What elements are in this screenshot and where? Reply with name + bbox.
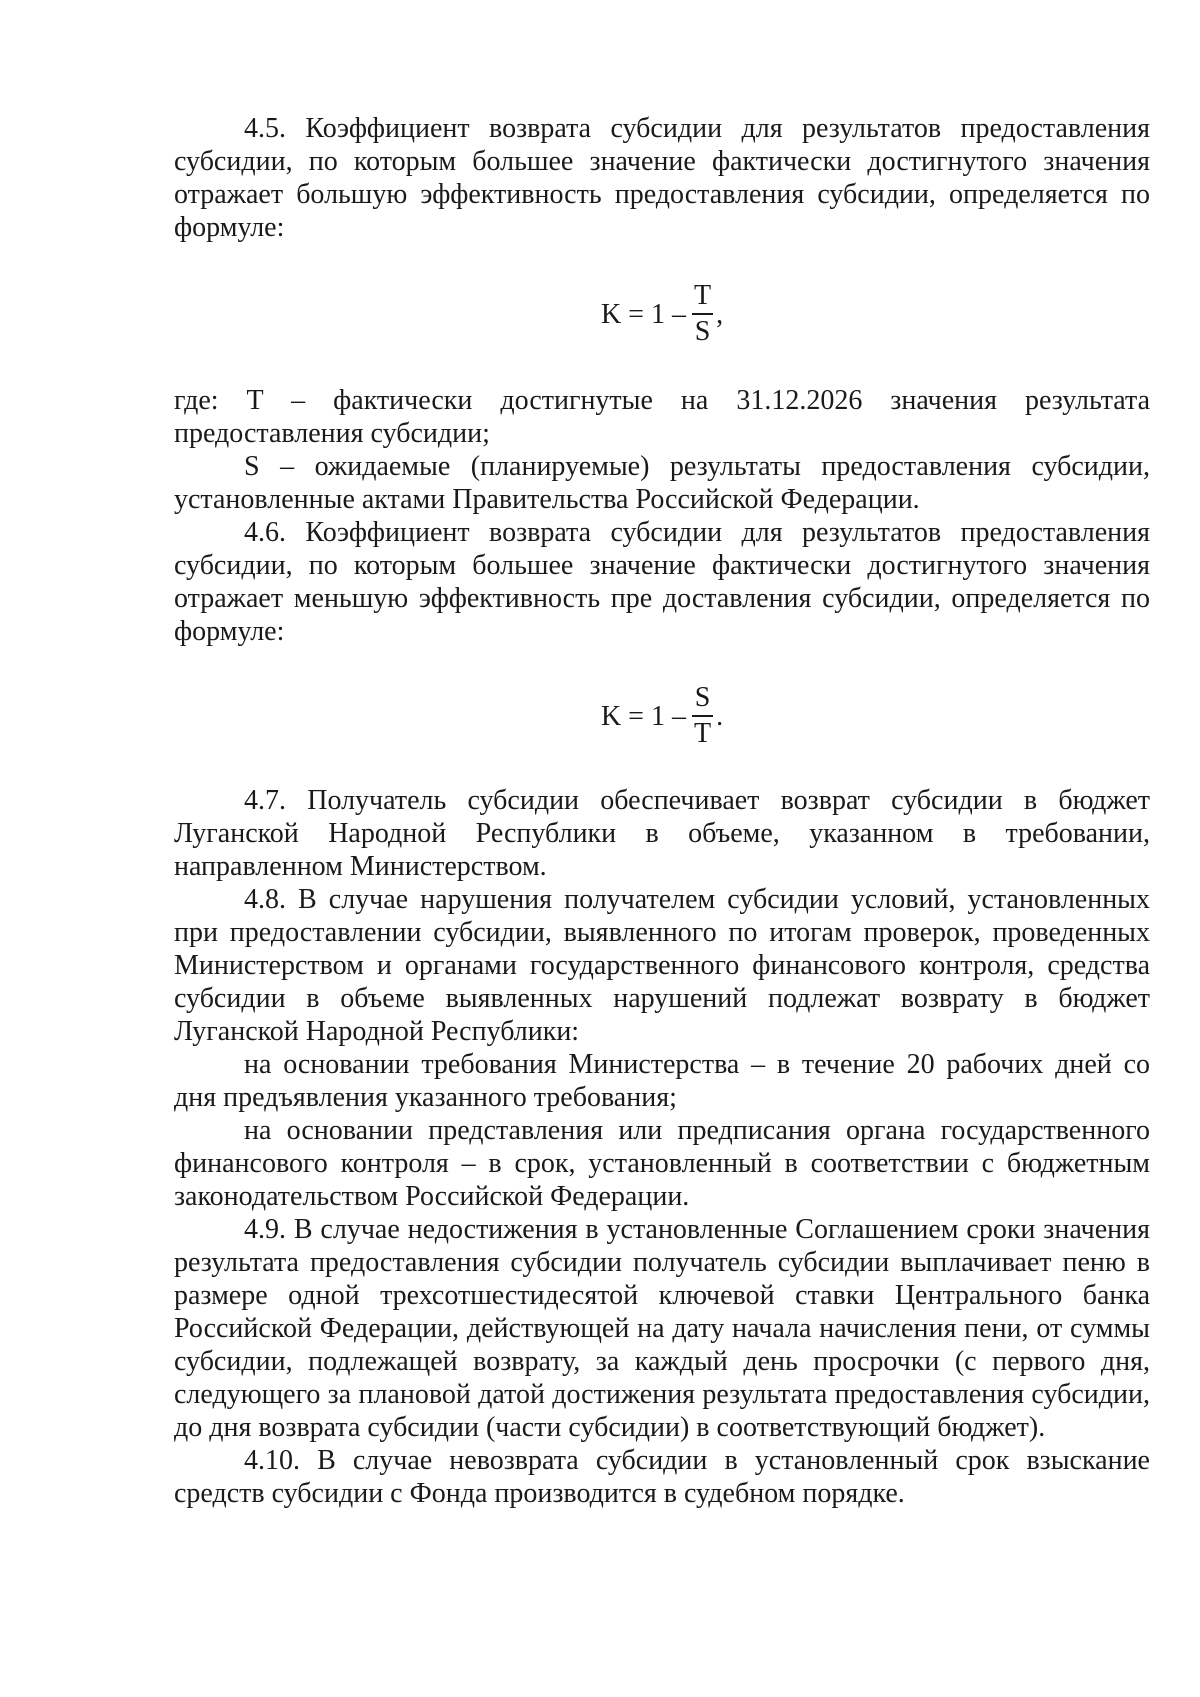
fraction-bar <box>692 715 713 717</box>
formula-return-coefficient-1 <box>174 244 1150 384</box>
formula-lhs: K = 1 – <box>600 298 686 330</box>
paragraph-4-8-requirement: на основании требования Министерства – в течение 20 рабочих дней со дня предъявления указанного требования; <box>174 1049 1150 1113</box>
fraction-bar <box>692 313 713 315</box>
formula-lhs: K = 1 – <box>600 700 686 732</box>
formula-denominator: T <box>693 718 712 749</box>
formula-numerator: S <box>694 682 711 713</box>
paragraph-4-9: 4.9. В случае недостижения в установленные Соглашением сроки значения результата предоставления субсидии получатель субсидии выплачивает пеню в размере одной трехсотшестидесятой ключевой ставки Центрального банка Российской Федерации, действующей на дату начала начисления пени, от суммы субсидии, подлежащей возврату, за каждый день просрочки (с первого дня, следующего за плановой датой достижения результата предоставления субсидии, до дня возврата субсидии (части субсидии) в соответствующий бюджет). <box>174 1214 1150 1443</box>
paragraph-where-s: S – ожидаемые (планируемые) результаты предоставления субсидии, установленные актами Правительства Российской Федерации. <box>174 451 1150 515</box>
paragraph-where-t: где: T – фактически достигнутые на 31.12.2026 значения результата предоставления субсидии; <box>174 385 1150 449</box>
paragraph-4-6: 4.6. Коэффициент возврата субсидии для результатов предоставления субсидии, по которым большее значение фактически достигнутого значения отражает меньшую эффективность пре доставления субсидии, определяется по формуле: <box>174 517 1150 647</box>
paragraph-4-8-prescription: на основании представления или предписания органа государственного финансового контроля – в срок, установленный в соответствии с бюджетным законодательством Российской Федерации. <box>174 1115 1150 1212</box>
formula-punctuation: . <box>716 700 724 732</box>
document-page <box>174 112 1150 1510</box>
formula-fraction <box>692 683 713 749</box>
formula-fraction <box>692 281 713 347</box>
formula-return-coefficient-2 <box>174 648 1150 784</box>
formula-numerator: T <box>693 280 712 311</box>
paragraph-4-7: 4.7. Получатель субсидии обеспечивает возврат субсидии в бюджет Луганской Народной Республики в объеме, указанном в требовании, направленном Министерством. <box>174 785 1150 882</box>
paragraph-4-10: 4.10. В случае невозврата субсидии в установленный срок взыскание средств субсидии с Фонда производится в судебном порядке. <box>174 1445 1150 1509</box>
formula-denominator: S <box>694 316 711 347</box>
paragraph-4-5: 4.5. Коэффициент возврата субсидии для результатов предоставления субсидии, по которым большее значение фактически достигнутого значения отражает большую эффективность предоставления субсидии, определяется по формуле: <box>174 113 1150 243</box>
formula-punctuation: , <box>716 298 724 330</box>
paragraph-4-8: 4.8. В случае нарушения получателем субсидии условий, установленных при предоставлении субсидии, выявленного по итогам проверок, проведенных Министерством и органами государственного финансового контроля, средства субсидии в объеме выявленных нарушений подлежат возврату в бюджет Луганской Народной Республики: <box>174 884 1150 1047</box>
